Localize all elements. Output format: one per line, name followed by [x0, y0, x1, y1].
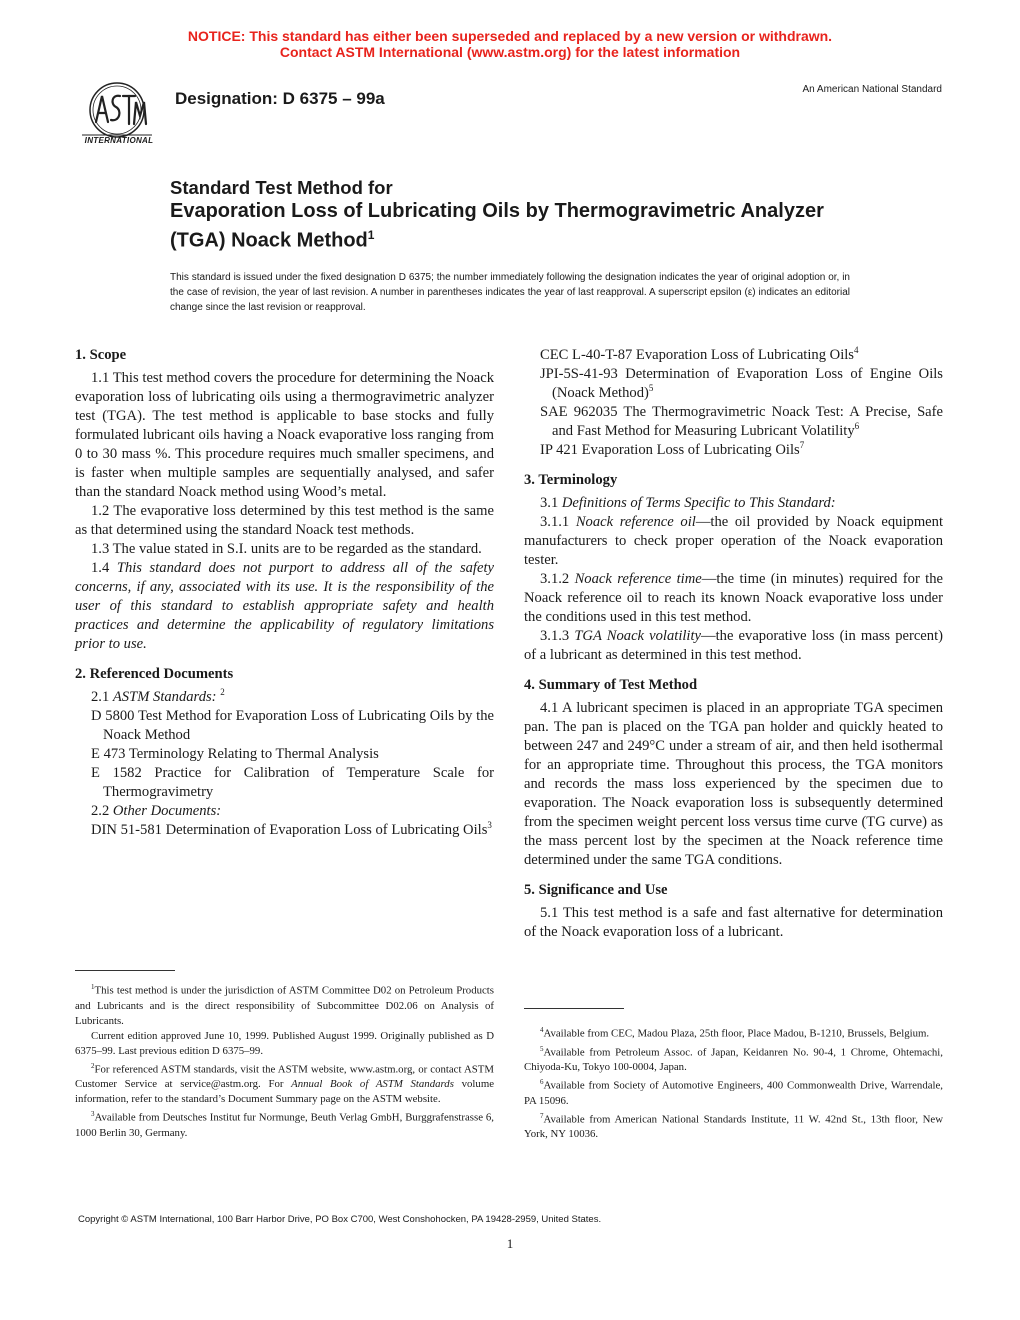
notice-line-2: Contact ASTM International (www.astm.org) for the latest information — [279, 44, 741, 60]
para-3-1-1-text: —the oil provided by Noack equipment manufacturers to check proper operation of the Noack evaporation tester. — [524, 514, 943, 568]
para-4-1: 4.1 A lubricant specimen is placed in an appropriate TGA specimen pan. The pan is placed on the TGA pan holder and quickly heated to between 247 and 249°C under a stream of air, and then held isothermal for an appropriate time. Throughout this process, the TGA monitors and records the mass loss experienced by the specimen due to evaporation. The Noack evaporation loss is subsequently determined from the specimen weight percent loss versus time curve (TG curve) as the mass percent lost by the specimen at the Noack reference time determined under the same TGA conditions. — [524, 700, 943, 868]
document-title — [170, 199, 870, 253]
ref-ip-sup: 7 — [799, 440, 805, 451]
footnote-5-mark: 5 — [540, 1044, 544, 1053]
ref-cec — [524, 346, 943, 365]
ref-jpi — [524, 365, 943, 403]
footnote-4-text: Available from CEC, Madou Plaza, 25th floor, Place Madou, B-1210, Brussels, Belgium. — [543, 1027, 930, 1040]
footnotes-left — [75, 980, 494, 1141]
footnote-4 — [524, 1023, 943, 1042]
para-2-2-num: 2.2 — [91, 803, 113, 819]
designation: Designation: D 6375 – 99a — [175, 89, 385, 108]
para-2-1-text: ASTM Standards: — [112, 689, 217, 705]
footnote-1 — [75, 980, 494, 1029]
ref-sae — [524, 403, 943, 441]
page-number: 1 — [506, 1236, 514, 1251]
notice-line-1: NOTICE: This standard has either been superseded and replaced by a new version or withdrawn. — [187, 28, 833, 44]
ref-ip-text: IP 421 Evaporation Loss of Lubricating Oils — [540, 442, 800, 458]
footnote-6-mark: 6 — [540, 1078, 544, 1087]
footnote-1-mark: 1 — [91, 983, 95, 991]
section-4-heading: 4. Summary of Test Method — [524, 677, 698, 693]
para-2-2-text: Other Documents: — [112, 803, 222, 819]
footnote-rule-left — [75, 970, 175, 971]
ref-cec-text: CEC L-40-T-87 Evaporation Loss of Lubricating Oils — [540, 347, 854, 363]
footnote-2-mark: 2 — [91, 1061, 95, 1070]
para-2-1 — [75, 688, 494, 707]
footnote-7-mark: 7 — [540, 1111, 544, 1120]
left-column — [75, 346, 494, 840]
para-3-1-3-term: TGA Noack volatility — [574, 628, 702, 644]
footnote-6-text: Available from Society of Automotive Engineers, 400 Commonwealth Drive, Warrendale, PA 15096. — [524, 1079, 943, 1107]
para-3-1-text: Definitions of Terms Specific to This Standard: — [561, 495, 836, 511]
para-3-1-3-text: —the evaporative loss (in mass percent) of a lubricant as determined in this test method. — [524, 628, 943, 663]
footnote-1b: Current edition approved June 10, 1999. Published August 1999. Originally published as D 6375–99. Last previous edition D 6375–99. — [75, 1029, 494, 1057]
para-3-1-3 — [524, 627, 943, 665]
para-3-1-3-num: 3.1.3 — [540, 628, 575, 644]
para-3-1-1 — [524, 513, 943, 570]
ref-jpi-text: JPI-5S-41-93 Determination of Evaporation Loss of Engine Oils (Noack Method) — [540, 366, 943, 401]
ref-din-text: DIN 51-581 Determination of Evaporation Loss of Lubricating Oils — [91, 822, 488, 838]
ref-ip — [524, 441, 943, 460]
withdrawal-notice — [0, 28, 1020, 60]
footnote-4-mark: 4 — [540, 1026, 544, 1034]
ref-jpi-sup: 5 — [648, 383, 654, 394]
footnote-7 — [524, 1109, 943, 1143]
section-5-heading: 5. Significance and Use — [524, 882, 668, 898]
para-1-3: 1.3 The value stated in S.I. units are to be regarded as the standard. — [91, 541, 482, 557]
section-1-heading: 1. Scope — [75, 347, 127, 363]
para-2-2 — [75, 802, 494, 821]
para-3-1-num: 3.1 — [540, 495, 562, 511]
para-3-1-2-term: Noack reference time — [574, 571, 702, 587]
footnote-1-text: This test method is under the jurisdiction of ASTM Committee D02 on Petroleum Products and Lubricants and is the direct responsibility of Subcommittee D02.06 on Analysis of Lubricants. — [75, 984, 494, 1027]
footnote-3 — [75, 1107, 494, 1141]
footnote-2 — [75, 1059, 494, 1108]
ref-cec-sup: 4 — [854, 345, 859, 356]
para-1-4-num: 1.4 — [91, 560, 117, 576]
ref-sae-sup: 6 — [854, 421, 860, 432]
section-2-heading: 2. Referenced Documents — [75, 666, 234, 682]
ref-d5800: D 5800 Test Method for Evaporation Loss of Lubricating Oils by the Noack Method — [91, 708, 494, 743]
para-3-1 — [524, 494, 943, 513]
american-national-standard: An American National Standard — [802, 84, 942, 95]
logo-international: INTERNATIONAL — [84, 136, 154, 145]
footnotes-right — [524, 1023, 943, 1142]
copyright: Copyright © ASTM International, 100 Barr Harbor Drive, PO Box C700, West Conshohocken, PA 19428-2959, United States. — [78, 1214, 602, 1225]
para-2-1-sup: 2 — [220, 687, 225, 698]
ref-sae-text: SAE 962035 The Thermogravimetric Noack Test: A Precise, Safe and Fast Method for Measuring Lubricant Volatility — [540, 404, 943, 439]
issuance-note: This standard is issued under the fixed designation D 6375; the number immediately following the designation indicates the year of original adoption or, in the case of revision, the year of last revision. A number in parentheses indicates the year of last reapproval. A superscript epsilon (ε) indicates an editorial change since the last revision or reapproval. — [170, 272, 850, 313]
para-1-4 — [75, 559, 494, 654]
para-3-1-2-num: 3.1.2 — [540, 571, 575, 587]
footnote-2-text-b: volume information, refer to the standard’s Document Summary page on the ASTM website. — [75, 1078, 495, 1106]
para-1-4-text: This standard does not purport to address all of the safety concerns, if any, associated with its use. It is the responsibility of the user of this standard to establish appropriate safety and health practices and determine the applicability of regulatory limitations prior to use. — [75, 560, 494, 652]
footnote-5 — [524, 1042, 943, 1076]
para-3-1-1-term: Noack reference oil — [575, 514, 696, 530]
right-column — [524, 346, 943, 942]
footnote-3-mark: 3 — [91, 1110, 95, 1119]
ref-din-sup: 3 — [487, 820, 492, 831]
ref-din — [75, 821, 494, 840]
ref-e1582: E 1582 Practice for Calibration of Temperature Scale for Thermogravimetry — [91, 765, 494, 800]
title-line-1: Standard Test Method for — [170, 177, 393, 198]
para-3-1-1-num: 3.1.1 — [540, 514, 576, 530]
footnote-2-book: Annual Book of ASTM Standards — [291, 1078, 454, 1091]
para-2-1-num: 2.1 — [91, 689, 113, 705]
footnote-rule-right — [524, 1008, 624, 1009]
title-main: Evaporation Loss of Lubricating Oils by Thermogravimetric Analyzer (TGA) Noack Method — [170, 200, 824, 252]
ref-e473: E 473 Terminology Relating to Thermal Analysis — [91, 746, 379, 762]
para-3-1-2 — [524, 570, 943, 627]
footnote-7-text: Available from American National Standards Institute, 11 W. 42nd St., 13th floor, New York, NY 10036. — [524, 1113, 943, 1141]
title-footnote-mark: 1 — [367, 228, 375, 242]
section-3-heading: 3. Terminology — [524, 472, 618, 488]
footnote-3-text: Available from Deutsches Institut fur Normunge, Beuth Verlag GmbH, Burggrafenstrasse 6, 1000 Berlin 30, Germany. — [75, 1111, 494, 1139]
para-1-1: 1.1 This test method covers the procedure for determining the Noack evaporation loss of lubricating oils using a thermogravimetric analyzer test (TGA). The test method is applicable to base stocks and fully formulated lubricant oils having a Noack evaporative loss ranging from 0 to 30 mass %. This procedure requires much smaller specimens, and is faster when multiple samples are sequentially analysed, and safer than the standard Noack method using Wood’s metal. — [75, 370, 494, 500]
footnote-2-text-a: For referenced ASTM standards, visit the ASTM website, www.astm.org, or contact ASTM Customer Service at service@astm.org. For — [75, 1063, 494, 1091]
para-5-1: 5.1 This test method is a safe and fast alternative for determination of the Noack evaporation loss of a lubricant. — [524, 905, 943, 940]
footnote-6 — [524, 1075, 943, 1109]
footnote-5-text: Available from Petroleum Assoc. of Japan, Keidanren No. 90-4, 1 Chrome, Ohtemachi, Chiyoda-Ku, Tokyo 100-0004, Japan. — [524, 1046, 943, 1074]
para-3-1-2-text: —the time (in minutes) required for the Noack reference oil to reach its known Noack evaporative loss under the conditions used in this test method. — [524, 571, 944, 625]
para-1-2: 1.2 The evaporative loss determined by this test method is the same as that determined using the standard Noack test methods. — [75, 503, 494, 538]
